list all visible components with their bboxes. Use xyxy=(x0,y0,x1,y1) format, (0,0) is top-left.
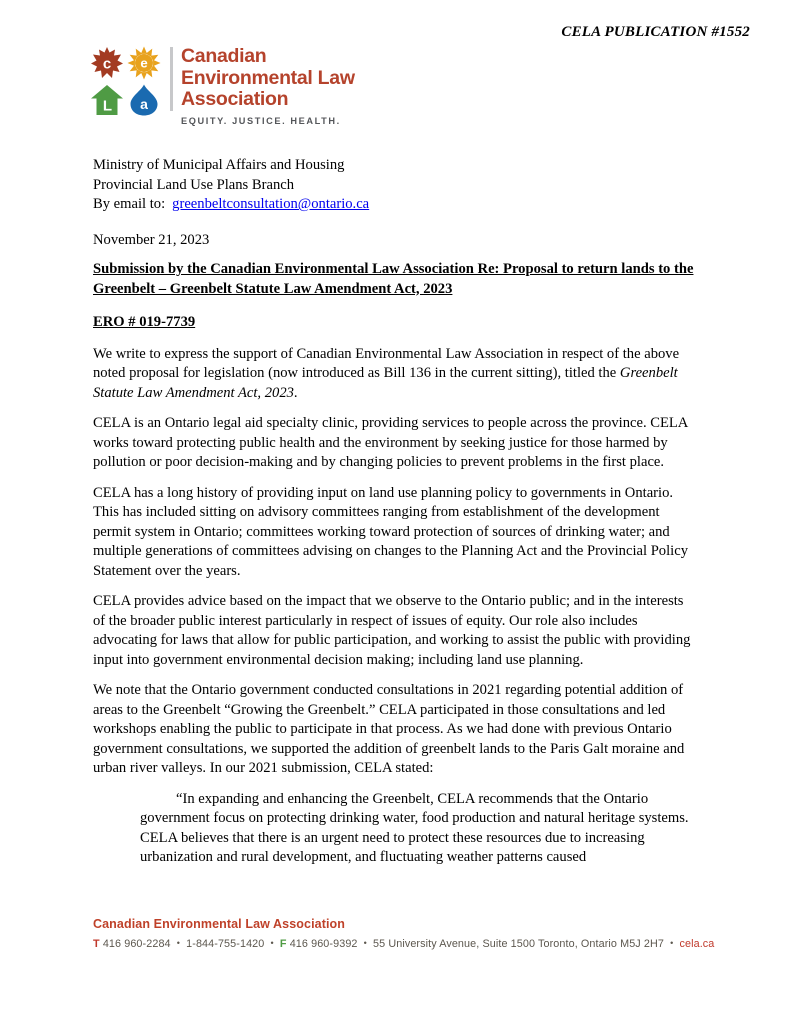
ero-number: ERO # 019-7739 xyxy=(93,314,196,330)
sun-icon xyxy=(127,46,161,80)
street-address: 55 University Avenue, Suite 1500 Toronto, Ontario M5J 2H7 xyxy=(373,938,664,950)
email-label: By email to: xyxy=(93,196,166,212)
house-letter: L xyxy=(102,97,113,115)
logo-word-canadian: Canadian xyxy=(181,45,267,67)
logo-icon-grid xyxy=(90,46,161,117)
logo-tagline: EQUITY. JUSTICE. HEALTH. xyxy=(181,115,341,126)
phone-number: 416 960-2284 xyxy=(102,938,171,950)
website-link: cela.ca xyxy=(679,938,715,950)
cela-logo xyxy=(90,46,355,126)
footer-contact-line xyxy=(93,938,741,950)
leaf-letter: c xyxy=(102,55,112,73)
bullet-separator: • xyxy=(176,938,181,948)
paragraph-history: CELA has a long history of providing input on land use planning policy to governments in Ontario. This has included sitting on advisory committees ranging from establishment of the development permit system in Ontario; committees working toward protection of sources of drinking water; and multiple generations of committees advising on changes to the Planning Act and the Provincial Policy Statement over the years. xyxy=(93,484,688,579)
house-icon xyxy=(90,83,124,117)
recipient-block xyxy=(93,156,699,215)
act-title-italic: Greenbelt Statute Law Amendment Act, 2023 xyxy=(93,365,678,401)
logo-word-environmental-law: Environmental Law xyxy=(181,66,355,89)
drop-letter: a xyxy=(140,96,148,112)
sun-letter: e xyxy=(140,55,148,71)
email-link[interactable]: greenbeltconsultation@ontario.ca xyxy=(172,196,370,212)
recipient-line-email xyxy=(93,195,699,215)
bullet-separator: • xyxy=(270,938,274,948)
logo-divider xyxy=(170,47,173,111)
recipient-line-ministry: Ministry of Municipal Affairs and Housing xyxy=(93,157,345,173)
date-line: November 21, 2023 xyxy=(93,231,210,248)
maple-leaf-icon xyxy=(90,46,124,80)
paragraph-advice: CELA provides advice based on the impact that we observe to the Ontario public; and in the interests of the broader public interest particularly in respect of issues of equity. Our role also includes advocating for laws that allow for public participation, and working to assist the public with providing input into government environmental decision making; including land use planning. xyxy=(93,593,691,668)
page-footer xyxy=(93,917,741,950)
publication-number: CELA PUBLICATION #1552 xyxy=(561,24,750,40)
logo-wordmark xyxy=(181,46,355,126)
paragraph-support-text: We write to express the support of Canadian Environmental Law Association in respect of the above noted proposal for legislation (now introduced as Bill 136 in the current sitting), titled the xyxy=(93,345,680,381)
paragraph-support xyxy=(93,345,699,404)
bullet-separator: • xyxy=(363,938,367,948)
fax-number: 416 960-9392 xyxy=(289,938,358,950)
footer-org-name: Canadian Environmental Law Association xyxy=(93,917,345,931)
water-drop-icon xyxy=(127,83,161,117)
bullet-separator: • xyxy=(670,938,674,948)
fax-label: F xyxy=(279,938,287,950)
phone-label: T xyxy=(93,938,100,950)
subject-heading: Submission by the Canadian Environmental Law Association Re: Proposal to return lands to the Greenbelt – Greenbelt Statute Law Amendment Act, 2023 xyxy=(93,261,694,297)
recipient-line-branch: Provincial Land Use Plans Branch xyxy=(93,176,295,193)
paragraph-about-cela: CELA is an Ontario legal aid specialty clinic, providing services to people across the province. CELA works toward protecting public health and the environment by seeking justice for those harmed by pollution or poor decision-making and by changing policies to prevent problems in the first place. xyxy=(93,415,688,470)
paragraph-consultations: We note that the Ontario government conducted consultations in 2021 regarding potential addition of areas to the Greenbelt “Growing the Greenbelt.” CELA participated in those consultations and led workshops enabling the public to participate in that process. As we had done with previous Ontario government consultations, we supported the addition of greenbelt lands to the Paris Galt moraine and urban river valleys. In our 2021 submission, CELA stated: xyxy=(93,682,685,776)
tollfree-number: 1-844-755-1420 xyxy=(186,938,265,950)
logo-word-association: Association xyxy=(181,88,289,110)
paragraph-support-period: . xyxy=(293,384,298,401)
quote-2021-submission: “In expanding and enhancing the Greenbelt, CELA recommends that the Ontario government focus on protecting drinking water, food production and natural heritage systems. CELA believes that there is an urgent need to protect these resources due to increasing urbanization and rural development, and fluctuating weather patterns caused xyxy=(140,790,689,865)
letter-body xyxy=(93,156,699,868)
